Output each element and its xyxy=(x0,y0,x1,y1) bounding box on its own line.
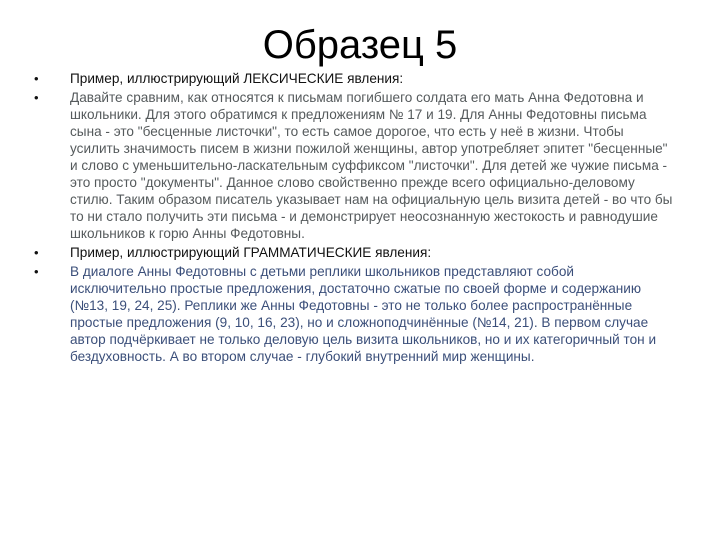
slide-title: Образец 5 xyxy=(262,23,458,67)
bullet-icon: • xyxy=(34,71,39,86)
item-text: Давайте сравним, как относятся к письмам погибшего солдата его мать Анна Федотовна и школьники. Для этого обратимся к предложениям № 17 и 19. Для Анны Федотовны письма сына - это "бесценные листочки", то есть самое дорогое, что есть у неё в жизни. Чтобы усилить значимость писем в жизни пожилой женщины, автор употребляет эпитет "бесценные" и слово с уменьшительно-ласкательным суффиксом "листочки". Для детей же чужие письма - это просто "документы". Данное слово свойственно прежде всего официально-деловому стилю. Таким образом писатель указывает нам на официальную цель визита детей - во что бы то ни стало получить эти письма - и демонстрирует неосознанную жестокость и равнодушие школьников к горю Анны Федотовны. xyxy=(70,90,673,241)
bullet-icon: • xyxy=(34,245,39,260)
item-text: В диалоге Анны Федотовны с детьми реплики школьников представляют собой исключительно простые предложения, достаточно сжатые по своей форме и содержанию (№13, 19, 24, 25). Реплики же Анны Федотовны - это не только более распространённые простые предложения (9, 10, 16, 23), но и сложноподчинённые (№14, 21). В первом случае автор подчёркивает не только деловую цель визита школьников, но и их категоричный тон и бездуховность. А во втором случае - глубокий внутренний мир женщины. xyxy=(70,264,657,364)
bullet-list xyxy=(34,70,674,367)
bullet-icon: • xyxy=(34,90,39,105)
list-item xyxy=(34,263,674,365)
bullet-icon: • xyxy=(34,264,39,279)
item-text: Пример, иллюстрирующий ГРАММАТИЧЕСКИЕ явления: xyxy=(70,245,432,260)
item-text: Пример, иллюстрирующий ЛЕКСИЧЕСКИЕ явления: xyxy=(70,71,404,86)
list-item xyxy=(34,70,674,87)
list-item xyxy=(34,244,674,261)
list-item xyxy=(34,89,674,242)
